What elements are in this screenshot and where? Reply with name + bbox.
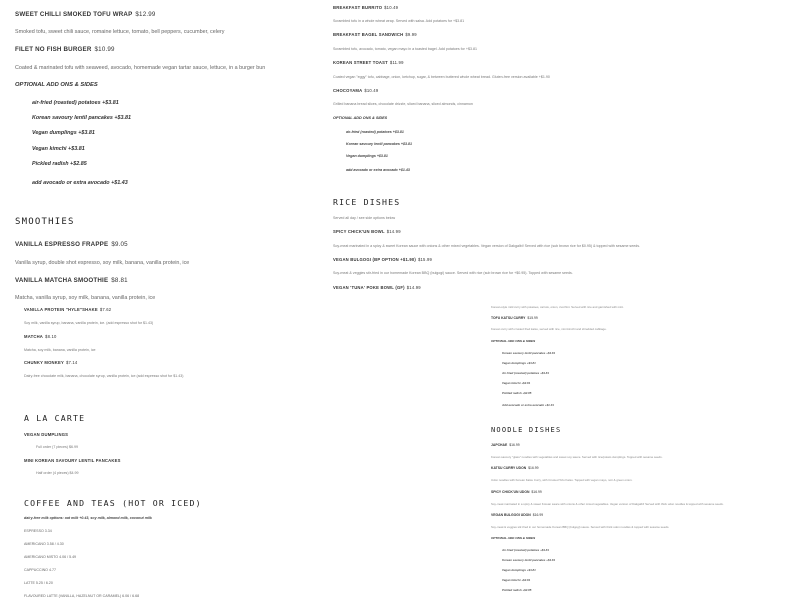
item-description: Soy-meat marinated in a spicy & sweet Korean sauce with onions & other mixed vegetables. Vegan version of Dakgalbi! Served with thick udon noodles & topped with sesame seeds. xyxy=(491,502,724,506)
item-description: Smoked tofu, sweet chili sauce, romaine lettuce, tomato, bell peppers, cucumber, celery xyxy=(15,29,225,35)
menu-item-bulgogi-udon xyxy=(491,513,543,517)
coffee-item: AMERICANO MISTO 4.06 / 5.49 xyxy=(24,555,77,559)
item-description: Scrambled tofu in a whole wheat wrap. Served with salsa. Add potatoes for +$3.81 xyxy=(333,19,465,23)
item-name: FILET NO FISH BURGER xyxy=(15,46,92,53)
addon-item: Korean savoury lentil pancakes +$3.81 xyxy=(502,351,556,355)
item-price: $14.99 xyxy=(406,285,421,290)
coffee-item: CAPPUCCINO 4.77 xyxy=(24,568,56,572)
addon-item: Vegan dumplings +$3.81 xyxy=(502,361,536,365)
item-name: SWEET CHILLI SMOKED TOFU WRAP xyxy=(15,11,133,18)
menu-item-spicy-udon xyxy=(491,490,542,494)
item-price: $15.99 xyxy=(527,316,538,320)
section-title-noodles: NOODLE DISHES xyxy=(491,426,562,434)
item-price: $7.14 xyxy=(65,360,78,365)
menu-item-matcha-smoothie xyxy=(15,277,128,284)
item-name: CHUNKY MONKEY xyxy=(24,360,64,365)
menu-item-chunky-monkey xyxy=(24,360,77,365)
item-price: $10.49 xyxy=(364,88,379,93)
menu-item-matcha xyxy=(24,334,57,339)
item-price: $15.99 xyxy=(418,257,433,262)
addon-item: Air-fried (roasted) potatoes +$3.81 xyxy=(502,371,549,375)
item-name: VEGAN 'TUNA' POKE BOWL (GF) xyxy=(333,285,405,290)
item-name: VANILLA PROTEIN "HYLE"SHAKE xyxy=(24,307,98,312)
item-price: $10.99 xyxy=(94,46,115,53)
addons-title: OPTIONAL ADD ONS & SIDES xyxy=(491,536,536,540)
item-name: VANILLA MATCHA SMOOTHIE xyxy=(15,277,109,284)
menu-item-bulgogi xyxy=(333,257,432,262)
item-name: KOREAN STREET TOAST xyxy=(333,60,388,65)
addon-item: Korean savoury lentil pancakes +$3.81 xyxy=(346,142,413,146)
addon-item: Korean savoury lentil pancakes +$3.81 xyxy=(502,558,556,562)
item-price: $16.99 xyxy=(531,490,542,494)
item-price: $7.62 xyxy=(99,307,112,312)
section-intro: Korean-style mild curry with potatoes, carrots, onion, zucchini. Served with rice and garnished with mint. xyxy=(491,305,624,309)
menu-item-japchae xyxy=(491,443,520,447)
item-description: Korean savoury "glass" noodles with vegetables and sweet soy sauce. Served with rice/potato dumplings. Topped with sesame seeds. xyxy=(491,455,663,459)
addon-item: Vegan kimchi +$3.81 xyxy=(502,381,531,385)
item-price: $11.99 xyxy=(389,60,404,65)
item-description: Soy-meat & veggies stir-fried in our homemade Korean BBQ (bulgogi) sauce. Served with rice (sub brown rice for +$0.95). Topped with sesame seeds. xyxy=(333,271,573,275)
addon-item: Air-fried (roasted) potatoes +$3.81 xyxy=(502,548,549,552)
addons-title: OPTIONAL ADD ONS & SIDES xyxy=(491,339,536,343)
item-name: SPICY CHICK'UN BOWL xyxy=(333,229,385,234)
menu-item-burger xyxy=(15,46,115,53)
menu-item-wrap xyxy=(15,11,156,18)
menu-item-street-toast xyxy=(333,60,404,65)
addon-item: Vegan dumplings +$3.81 xyxy=(502,568,536,572)
menu-item-poke-bowl xyxy=(333,285,421,290)
item-description: Vanilla syrup, double shot espresso, soy milk, banana, vanilla protein, ice xyxy=(15,260,190,266)
addon-item: add avocado or extra avocado +$1.43 xyxy=(346,168,410,172)
item-price: $9.05 xyxy=(111,241,128,248)
addon-item: Pickled radish +$2.85 xyxy=(502,391,532,395)
item-name: VANILLA ESPRESSO FRAPPE xyxy=(15,241,109,248)
menu-item-burrito xyxy=(333,5,398,10)
alacarte-option: Full order (7 pieces) $6.99 xyxy=(36,445,78,449)
menu-item-chocoyama xyxy=(333,88,378,93)
item-price: $12.99 xyxy=(135,11,156,18)
addon-item: Add avocado or extra avocado +$1.43 xyxy=(502,403,554,407)
coffee-milk-note: dairy-free milk options: oat milk +0.43, soy milk, almond milk, coconut milk xyxy=(24,516,152,520)
menu-item-katsu-udon xyxy=(491,466,539,470)
item-name: SPICY CHICK'UN UDON xyxy=(491,490,530,494)
item-description: Coated vegan "eggy" tofu, cabbage, onion, ketchup, sugar, & between buttered whole wheat bread. Gluten-free version available +$1.90 xyxy=(333,75,550,79)
addon-item: Pickled radish +$2.85 xyxy=(502,588,532,592)
addons-title: OPTIONAL ADD ONS & SIDES xyxy=(15,82,98,88)
section-title-alacarte: A LA CARTE xyxy=(24,413,86,423)
addons-title: OPTIONAL ADD ONS & SIDES xyxy=(333,116,388,120)
item-description: Udon noodles with Korean Katsu Curry, with Crusted Tofu Katsu. Topped with vegan mayo, nori & green onion. xyxy=(491,478,633,482)
coffee-item: AMERICANO 3.58 / 4.30 xyxy=(24,542,64,546)
item-name: CHOCOYAMA xyxy=(333,88,363,93)
addon-item: Korean savoury lentil pancakes +$3.81 xyxy=(32,115,132,121)
item-name: VEGAN BULGOGI UDON xyxy=(491,513,531,517)
addon-item: Vegan dumplings +$3.81 xyxy=(32,130,95,136)
section-title-rice: RICE DISHES xyxy=(333,197,401,207)
item-price: $10.49 xyxy=(384,5,399,10)
item-name: BREAKFAST BURRITO xyxy=(333,5,383,10)
coffee-item: ESPRESSO 3.34 xyxy=(24,529,52,533)
item-description: Scrambled tofu, avocado, tomato, vegan mayo in a toasted bagel. Add potatoes for +$3.81 xyxy=(333,47,477,51)
item-description: Soy-meat & veggies stir-fried in our homemade Korean BBQ (bulgogi) sauce. Served with thick udon noodles & topped with sesame seeds. xyxy=(491,525,670,529)
item-description: Korean curry with crusted fried katsu, served with rice, mini kimchi and shredded cabbage. xyxy=(491,327,607,331)
addon-item: Vegan dumplings +$3.81 xyxy=(346,154,388,158)
coffee-item: LATTE 5.25 / 6.20 xyxy=(24,581,53,585)
addon-item: air-fried (roasted) potatoes +$3.81 xyxy=(346,130,404,134)
item-description: Matcha, vanilla syrup, soy milk, banana, vanilla protein, ice xyxy=(15,295,156,300)
item-description: Coated & marinated tofu with seaweed, avocado, homemade vegan tartar sauce, lettuce, in a burger bun xyxy=(15,65,266,71)
item-price: $16.99 xyxy=(532,513,544,517)
item-description: Matcha, soy milk, banana, vanilla protein, ice xyxy=(24,348,96,352)
item-price: $9.99 xyxy=(405,32,417,37)
section-title-smoothies: SMOOTHIES xyxy=(15,217,75,227)
addon-item: air-fried (roasted) potatoes +$3.81 xyxy=(32,100,119,106)
item-price: $8.81 xyxy=(111,277,128,284)
item-price: $14.99 xyxy=(386,229,401,234)
item-description: Grilled banana bread slices, chocolate drizzle, sliced banana, sliced almonds, cinnamon xyxy=(333,102,473,106)
item-description: Dairy-free chocolate milk, banana, chocolate syrup, vanilla protein, ice (add espresso shot for $1.43) xyxy=(24,374,184,378)
item-name: MATCHA xyxy=(24,334,44,339)
item-price: $16.99 xyxy=(528,466,539,470)
item-description: Soy-meat marinated in a spicy & sweet Korean sauce with onions & other mixed vegetables. Vegan version of Dakgalbi! Served with rice (sub brown rice for $0.95) & topped with sesame seeds. xyxy=(333,244,641,248)
coffee-item: FLAVOURED LATTE (VANILLA, HAZELNUT OR CARAMEL) 6.06 / 6.68 xyxy=(24,594,140,598)
item-description: Soy milk, vanilla syrup, banana, vanilla protein, ice. (add espresso shot for $1.43) xyxy=(24,321,154,325)
addon-item: Vegan kimchi +$3.81 xyxy=(502,578,531,582)
item-name: KATSU CURRY UDON xyxy=(491,466,527,470)
menu-item-bagel xyxy=(333,32,417,37)
addon-item: Pickled radish +$2.85 xyxy=(32,161,87,167)
addon-item: add avocado or extra avocado +$1.43 xyxy=(32,180,128,186)
alacarte-item-pancakes: MINI KOREAN SAVOURY LENTIL PANCAKES xyxy=(24,458,121,463)
section-intro: Served all day / see side options below xyxy=(333,216,396,220)
alacarte-item-dumplings: VEGAN DUMPLINGS xyxy=(24,432,69,437)
addon-item: Vegan kimchi +$3.81 xyxy=(32,146,85,152)
menu-item-protein-shake xyxy=(24,307,111,312)
item-name: BREAKFAST BAGEL SANDWICH xyxy=(333,32,404,37)
item-price: $16.99 xyxy=(509,443,520,447)
item-name: TOFU KATSU CURRY xyxy=(491,316,526,320)
menu-item-katsu-curry xyxy=(491,316,538,320)
item-name: JAPCHAE xyxy=(491,443,508,447)
alacarte-option: Half order (4 pieces) $4.99 xyxy=(36,471,79,475)
item-price: $8.10 xyxy=(45,334,57,339)
menu-item-spicy-chickun-bowl xyxy=(333,229,401,234)
section-title-coffee: COFFEE AND TEAS (HOT OR ICED) xyxy=(24,498,202,508)
item-name: VEGAN BULGOGI (BP OPTION +$1.90) xyxy=(333,257,416,262)
menu-item-frappe xyxy=(15,241,128,248)
